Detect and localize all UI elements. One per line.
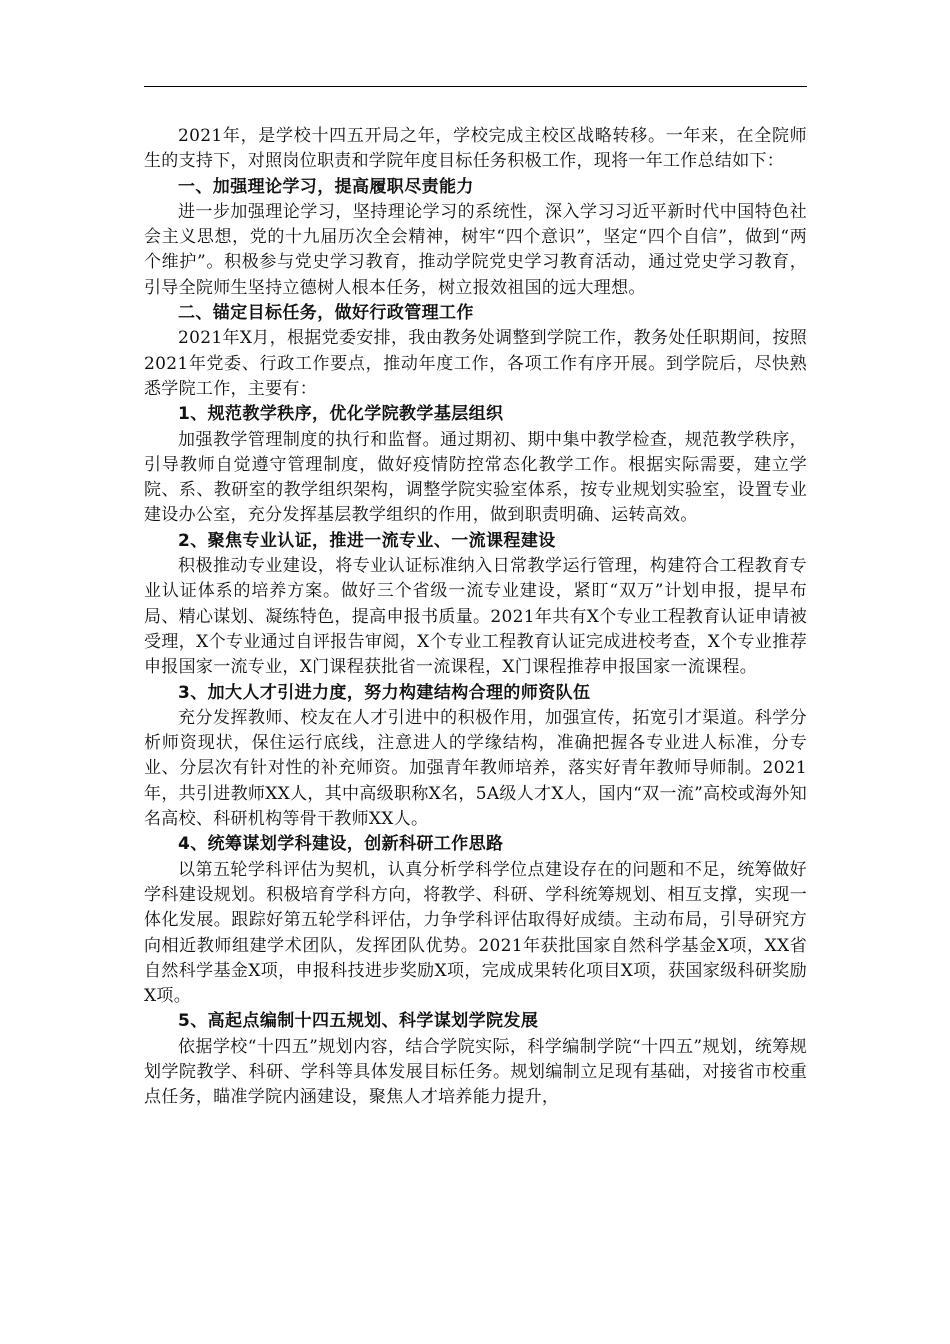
body-paragraph: 2021年X月，根据党委安排，我由教务处调整到学院工作，教务处任职期间，按照2021年党委、行政工作要点，推动年度工作，各项工作有序开展。到学院后，尽快熟悉学院工作，主要有：	[144, 328, 807, 399]
section-heading: 二、锚定目标任务，做好行政管理工作	[178, 303, 474, 324]
section-heading: 3、加大人才引进力度，努力构建结构合理的师资队伍	[178, 682, 591, 703]
section-heading: 一、加强理论学习，提高履职尽责能力	[178, 176, 474, 197]
body-paragraph: 充分发挥教师、校友在人才引进中的积极作用，加强宣传，拓宽引才渠道。科学分析师资现状，保住运行底线，注意进人的学缘结构，准确把握各专业进人标准，分专业、分层次有针对性的补充师资。加强青年教师培养，落实好青年教师导师制。2021年，共引进教师XX人，其中高级职称X名，5A级人才X人，国内“双一流”高校或海外知名高校、科研机构等骨干教师XX人。	[144, 707, 807, 830]
body-paragraph: 进一步加强理论学习，坚持理论学习的系统性，深入学习习近平新时代中国特色社会主义思想，党的十九届历次全会精神，树牢“四个意识”，坚定“四个自信”，做到“两个维护”。积极参与党史学习教育，推动学院党史学习教育活动，通过党史学习教育，引导全院师生坚持立德树人根本任务，树立报效祖国的远大理想。	[144, 201, 807, 298]
header-rule	[144, 86, 807, 87]
section-heading: 1、规范教学秩序，优化学院教学基层组织	[178, 404, 504, 425]
section-heading: 4、统筹谋划学科建设，创新科研工作思路	[178, 834, 504, 855]
body-paragraph: 以第五轮学科评估为契机，认真分析学科学位点建设存在的问题和不足，统筹做好学科建设规划。积极培育学科方向，将教学、科研、学科统筹规划、相互支撑，实现一体化发展。跟踪好第五轮学科评估，力争学科评估取得好成绩。主动布局，引导研究方向相近教师组建学术团队，发挥团队优势。2021年获批国家自然科学基金X项，XX省自然科学基金X项，申报科技进步奖励X项，完成成果转化项目X项，获国家级科研奖励X项。	[144, 859, 807, 1007]
section-heading: 2、聚焦专业认证，推进一流专业、一流课程建设	[178, 530, 556, 551]
document-body	[144, 124, 807, 1111]
body-paragraph: 2021年，是学校十四五开局之年，学校完成主校区战略转移。一年来，在全院师生的支持下，对照岗位职责和学院年度目标任务积极工作，现将一年工作总结如下：	[144, 126, 807, 172]
section-heading: 5、高起点编制十四五规划、科学谋划学院发展	[178, 1011, 539, 1032]
body-paragraph: 积极推动专业建设，将专业认证标准纳入日常教学运行管理，构建符合工程教育专业认证体系的培养方案。做好三个省级一流专业建设，紧盯“双万”计划申报，提早布局、精心谋划、凝练特色，提高申报书质量。2021年共有X个专业工程教育认证申请被受理，X个专业通过自评报告审阅，X个专业工程教育认证完成进校考查，X个专业推荐申报国家一流专业，X门课程获批省一流课程，X门课程推荐申报国家一流课程。	[144, 556, 807, 678]
body-paragraph: 加强教学管理制度的执行和监督。通过期初、期中集中教学检查，规范教学秩序，引导教师自觉遵守管理制度，做好疫情防控常态化教学工作。根据实际需要，建立学院、系、教研室的教学组织架构，调整学院实验室体系，按专业规划实验室，设置专业建设办公室，充分发挥基层教学组织的作用，做到职责明确、运转高效。	[144, 429, 807, 526]
body-paragraph: 依据学校“十四五”规划内容，结合学院实际，科学编制学院“十四五”规划，统筹规划学院教学、科研、学科等具体发展目标任务。规划编制立足现有基础，对接省市校重点任务，瞄准学院内涵建设，聚焦人才培养能力提升，	[144, 1036, 807, 1108]
